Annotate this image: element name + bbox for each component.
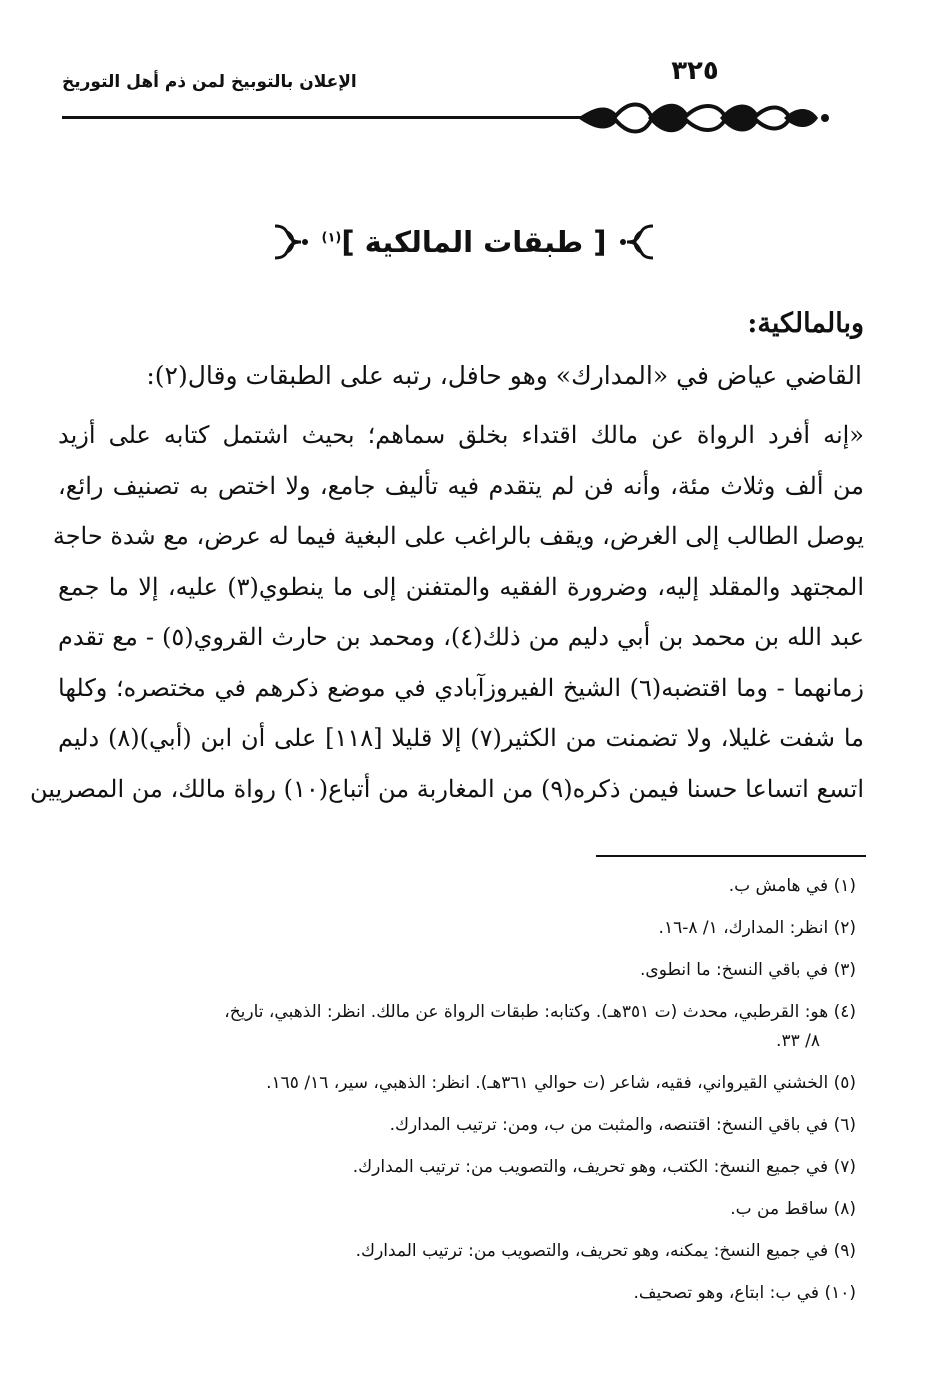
quote-paragraph — [30, 410, 865, 814]
footnote-9: (٩) في جميع النسخ: يمكنه، وهو تحريف، والتصويب من: ترتيب المدارك. — [355, 1241, 856, 1261]
footnote-4-continuation: ٨/ ٣٣. — [776, 1031, 820, 1051]
footnote-4 — [70, 998, 862, 1056]
text-line: عبد الله بن محمد بن أبي دليم من ذلك(٤)، ومحمد بن حارث القروي(٥) - مع تقدم — [58, 623, 865, 651]
footnotes — [70, 872, 862, 1321]
text-line: اتسع اتساعا حسنا فيمن ذكره(٩) من المغاربة من أتباع(١٠) رواة مالك، من المصريين — [30, 774, 864, 803]
footnote-7: (٧) في جميع النسخ: الكتب، وهو تحريف، والتصويب من: ترتيب المدارك. — [352, 1157, 856, 1177]
text-line: من ألف وثلاث مئة، وأنه فن لم يتقدم فيه تأليف جامع، ولا اختص به تصنيف رائع، — [58, 471, 864, 500]
section-heading — [200, 214, 728, 270]
footnote-10: (١٠) في ب: ابتاع، وهو تصحيف. — [633, 1283, 856, 1303]
text-line: زمانهما - وما اقتضبه(٦) الشيخ الفيروزآبادي في موضع ذكرهم في مختصره؛ وكلها — [58, 673, 865, 702]
footnote-divider — [596, 855, 866, 857]
heading-title-wrap — [311, 225, 616, 259]
text-line: المجتهد والمقلد إليه، وضرورة الفقيه والمتفنن إلى ما ينطوي(٣) عليه، إلا ما جمع — [58, 572, 865, 601]
footnote-1: (١) في هامش ب. — [728, 876, 856, 896]
footnote-4-text: (٤) هو: القرطبي، محدث (ت ٣٥١هـ). وكتابه: طبقات الرواة عن مالك. انظر: الذهبي، تاريخ، — [224, 1002, 856, 1022]
footnote-8: (٨) ساقط من ب. — [730, 1199, 856, 1219]
footnote-6: (٦) في باقي النسخ: اقتنصه، والمثبت من ب، ومن: ترتيب المدارك. — [389, 1115, 856, 1135]
body-text — [30, 300, 865, 814]
page-number: ٣٢٥ — [671, 56, 719, 86]
text-line: «إنه أفرد الرواة عن مالك اقتداء بخلق سماهم؛ بحيث اشتمل كتابه على أزيد — [58, 421, 864, 449]
footnote-5: (٥) الخشني القيرواني، فقيه، شاعر (ت حوالي ٣٦١هـ). انظر: الذهبي، سير، ١٦/ ١٦٥. — [266, 1073, 856, 1093]
subheading: وبالمالكية: — [747, 308, 864, 339]
heading-note-ref: (١) — [321, 230, 342, 246]
footnote-2: (٢) انظر: المدارك، ١/ ٨-١٦. — [658, 918, 856, 938]
intro-line: القاضي عياض في «المدارك» وهو حافل، رتبه على الطبقات وقال(٢): — [146, 361, 862, 390]
heading-ornament-left-icon — [271, 220, 311, 264]
footnote-3: (٣) في باقي النسخ: ما انطوى. — [639, 960, 856, 980]
heading-ornament-right-icon — [617, 220, 657, 264]
header-ornament-icon — [578, 96, 830, 140]
header-rule — [62, 116, 582, 119]
text-line: يوصل الطالب إلى الغرض، ويقف بالراغب على البغية فيما له عرض، مع شدة حاجة — [52, 522, 864, 550]
text-line: ما شفت غليلا، ولا تضمنت من الكثير(٧) إلا قليلا [١١٨] على أن ابن (أبي)(٨) دليم — [58, 724, 864, 752]
running-title: الإعلان بالتوبيخ لمن ذم أهل التوريخ — [62, 72, 357, 92]
heading-title: [ طبقات المالكية ] — [341, 225, 607, 259]
